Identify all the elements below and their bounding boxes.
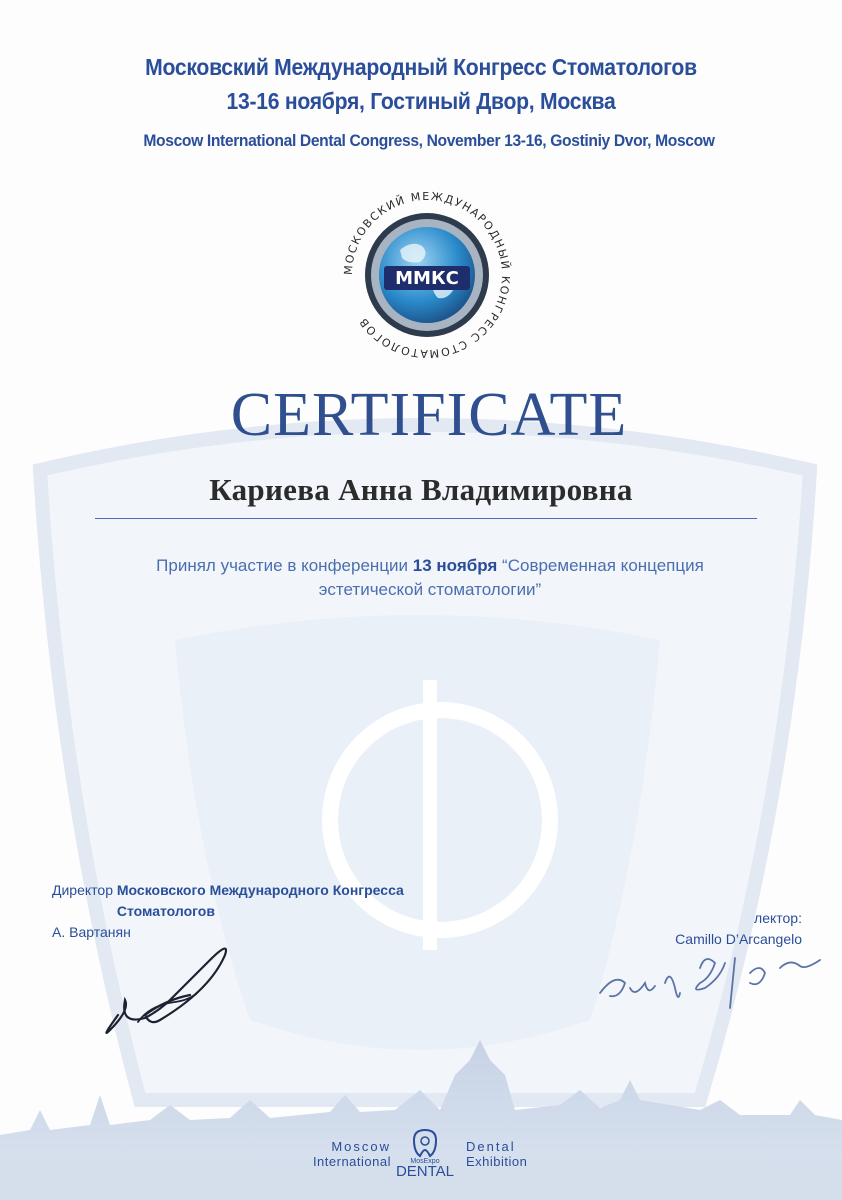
congress-title-ru: Московский Международный Конгресс Стоматологов [145, 54, 697, 80]
lecturer-label: лектор: [754, 910, 802, 926]
director-org: Московского Международного Конгресса Стоматологов [116, 882, 404, 919]
director-role-prefix: Директор [52, 882, 117, 898]
footer-international: International [312, 1154, 391, 1169]
participation-text [120, 554, 740, 602]
lecturer-block [560, 908, 802, 950]
participation-topic: “Современная концепция эстетической стоматологии” [318, 556, 704, 599]
lecturer-name: Camillo D’Arcangelo [675, 931, 802, 947]
director-signature [90, 930, 250, 1050]
recipient-underline [95, 518, 757, 519]
footer-logo-small: MosExpo [410, 1158, 440, 1165]
recipient-name: Кариева Анна Владимировна [209, 472, 633, 507]
footer-dental: Dental [466, 1139, 516, 1154]
director-role [52, 880, 417, 922]
participation-date: 13 ноября [412, 556, 498, 575]
mosexpo-dental-logo [394, 1128, 456, 1188]
logo-ring-text: МОСКОВСКИЙ МЕЖДУНАРОДНЫЙ КОНГРЕСС СТОМАТОЛОГОВ [341, 189, 513, 361]
logo-abbr: ММКС [395, 268, 459, 289]
footer-left-text [291, 1139, 391, 1169]
lecturer-signature [590, 948, 830, 1018]
footer-moscow: Moscow [331, 1139, 391, 1154]
director-name: А. Вартанян [52, 924, 131, 940]
tooth-icon [412, 1128, 438, 1158]
footer-logo-big: DENTAL [395, 1163, 455, 1180]
footer-right-text [466, 1139, 566, 1169]
certificate-title: CERTIFICATE [230, 381, 628, 449]
congress-logo [322, 180, 532, 370]
congress-dates-ru: 13-16 ноября, Гостиный Двор, Москва [226, 88, 616, 114]
participation-lead: Принял участие в конференции [156, 556, 413, 575]
footer-exhibition: Exhibition [466, 1154, 528, 1169]
congress-title-en: Moscow International Dental Congress, November 13-16, Gostiniy Dvor, Moscow [143, 131, 715, 150]
